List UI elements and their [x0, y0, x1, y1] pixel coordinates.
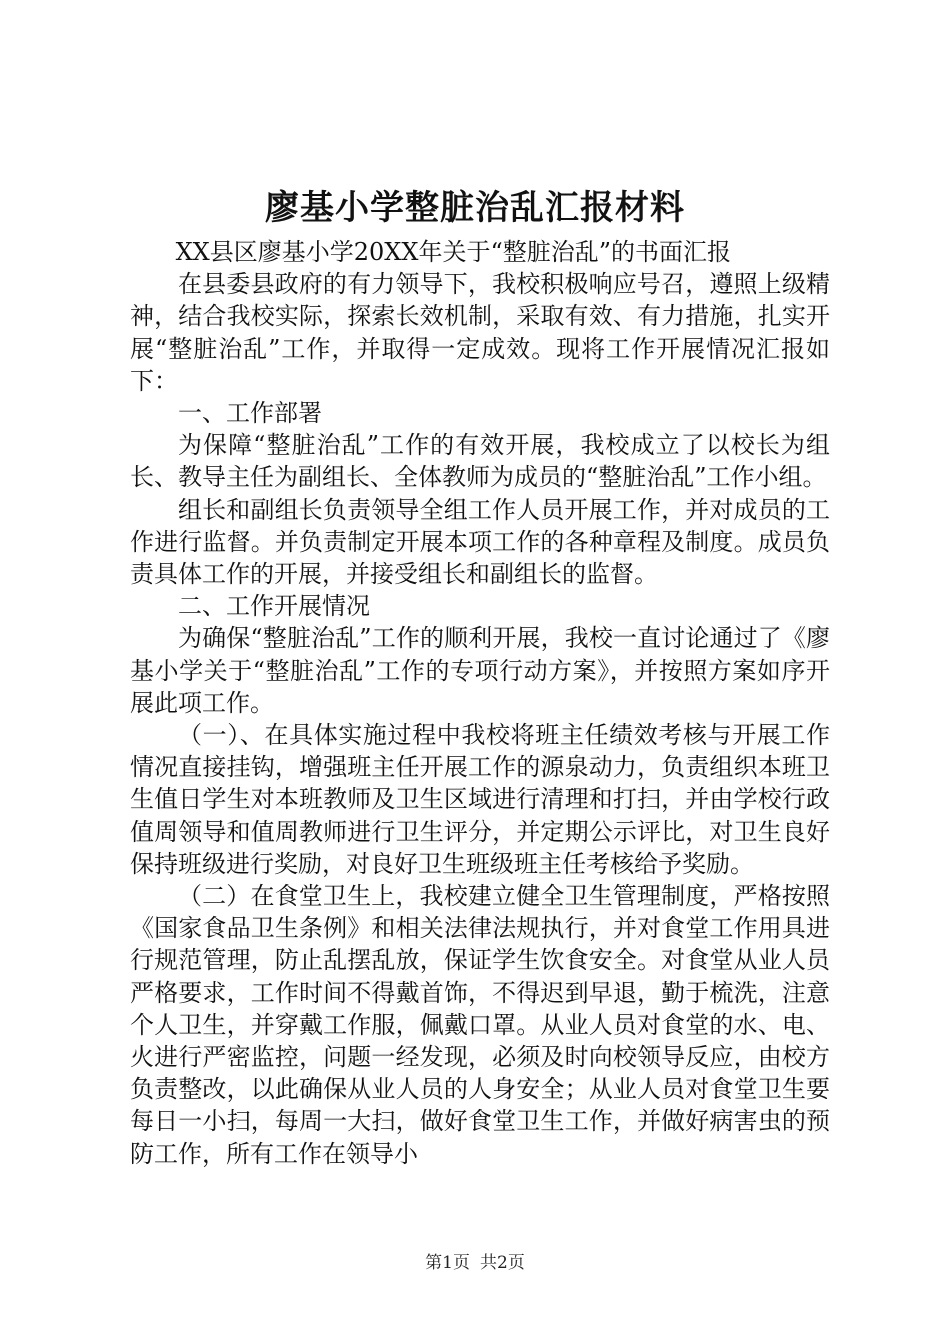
document-title: 廖基小学整脏治乱汇报材料	[265, 188, 685, 228]
paragraph-team-duties: 组长和副组长负责领导全组工作人员开展工作，并对成员的工作进行监督。并负责制定开展本项工作的各种章程及制度。成员负责具体工作的开展，并接受组长和副组长的监督。	[130, 495, 830, 589]
paragraph-item-1: （一）、在具体实施过程中我校将班主任绩效考核与开展工作情况直接挂钩，增强班主任开展工作的源泉动力，负责组织本班卫生值日学生对本班教师及卫生区域进行清理和打扫，并由学校行政值周领导和值周教师进行卫生评分，并定期公示评比，对卫生良好保持班级进行奖励，对良好卫生班级班主任考核给予奖励。	[130, 721, 830, 878]
section-heading-2: 二、工作开展情况	[178, 592, 370, 621]
page-footer	[0, 1252, 950, 1274]
section-heading-1: 一、工作部署	[178, 399, 322, 428]
page-total: 共2页	[480, 1253, 525, 1273]
paragraph-intro: 在县委县政府的有力领导下，我校积极响应号召，遵照上级精神，结合我校实际，探索长效机制，采取有效、有力措施，扎实开展“整脏治乱”工作，并取得一定成效。现将工作开展情况汇报如下：	[130, 270, 830, 395]
paragraph-action-plan: 为确保“整脏治乱”工作的顺利开展，我校一直讨论通过了《廖基小学关于“整脏治乱”工作的专项行动方案》，并按照方案如序开展此项工作。	[130, 624, 830, 717]
document-body	[130, 236, 830, 1170]
paragraph-work-team: 为保障“整脏治乱”工作的有效开展，我校成立了以校长为组长、教导主任为副组长、全体教师为成员的“整脏治乱”工作小组。	[130, 431, 830, 492]
paragraph-item-2: （二）在食堂卫生上，我校建立健全卫生管理制度，严格按照《国家食品卫生条例》和相关法律法规执行，并对食堂工作用具进行规范管理，防止乱摆乱放，保证学生饮食安全。对食堂从业人员严格要求，工作时间不得戴首饰，不得迟到早退，勤于梳洗，注意个人卫生，并穿戴工作服，佩戴口罩。从业人员对食堂的水、电、火进行严密监控，问题一经发现，必须及时向校领导反应，由校方负责整改，以此确保从业人员的人身安全；从业人员对食堂卫生要每日一小扫，每周一大扫，做好食堂卫生工作，并做好病害虫的预防工作，所有工作在领导小	[130, 882, 830, 1168]
report-subtitle: XX县区廖基小学20XX年关于“整脏治乱”的书面汇报	[175, 238, 732, 266]
page-number: 第1页	[425, 1253, 470, 1273]
